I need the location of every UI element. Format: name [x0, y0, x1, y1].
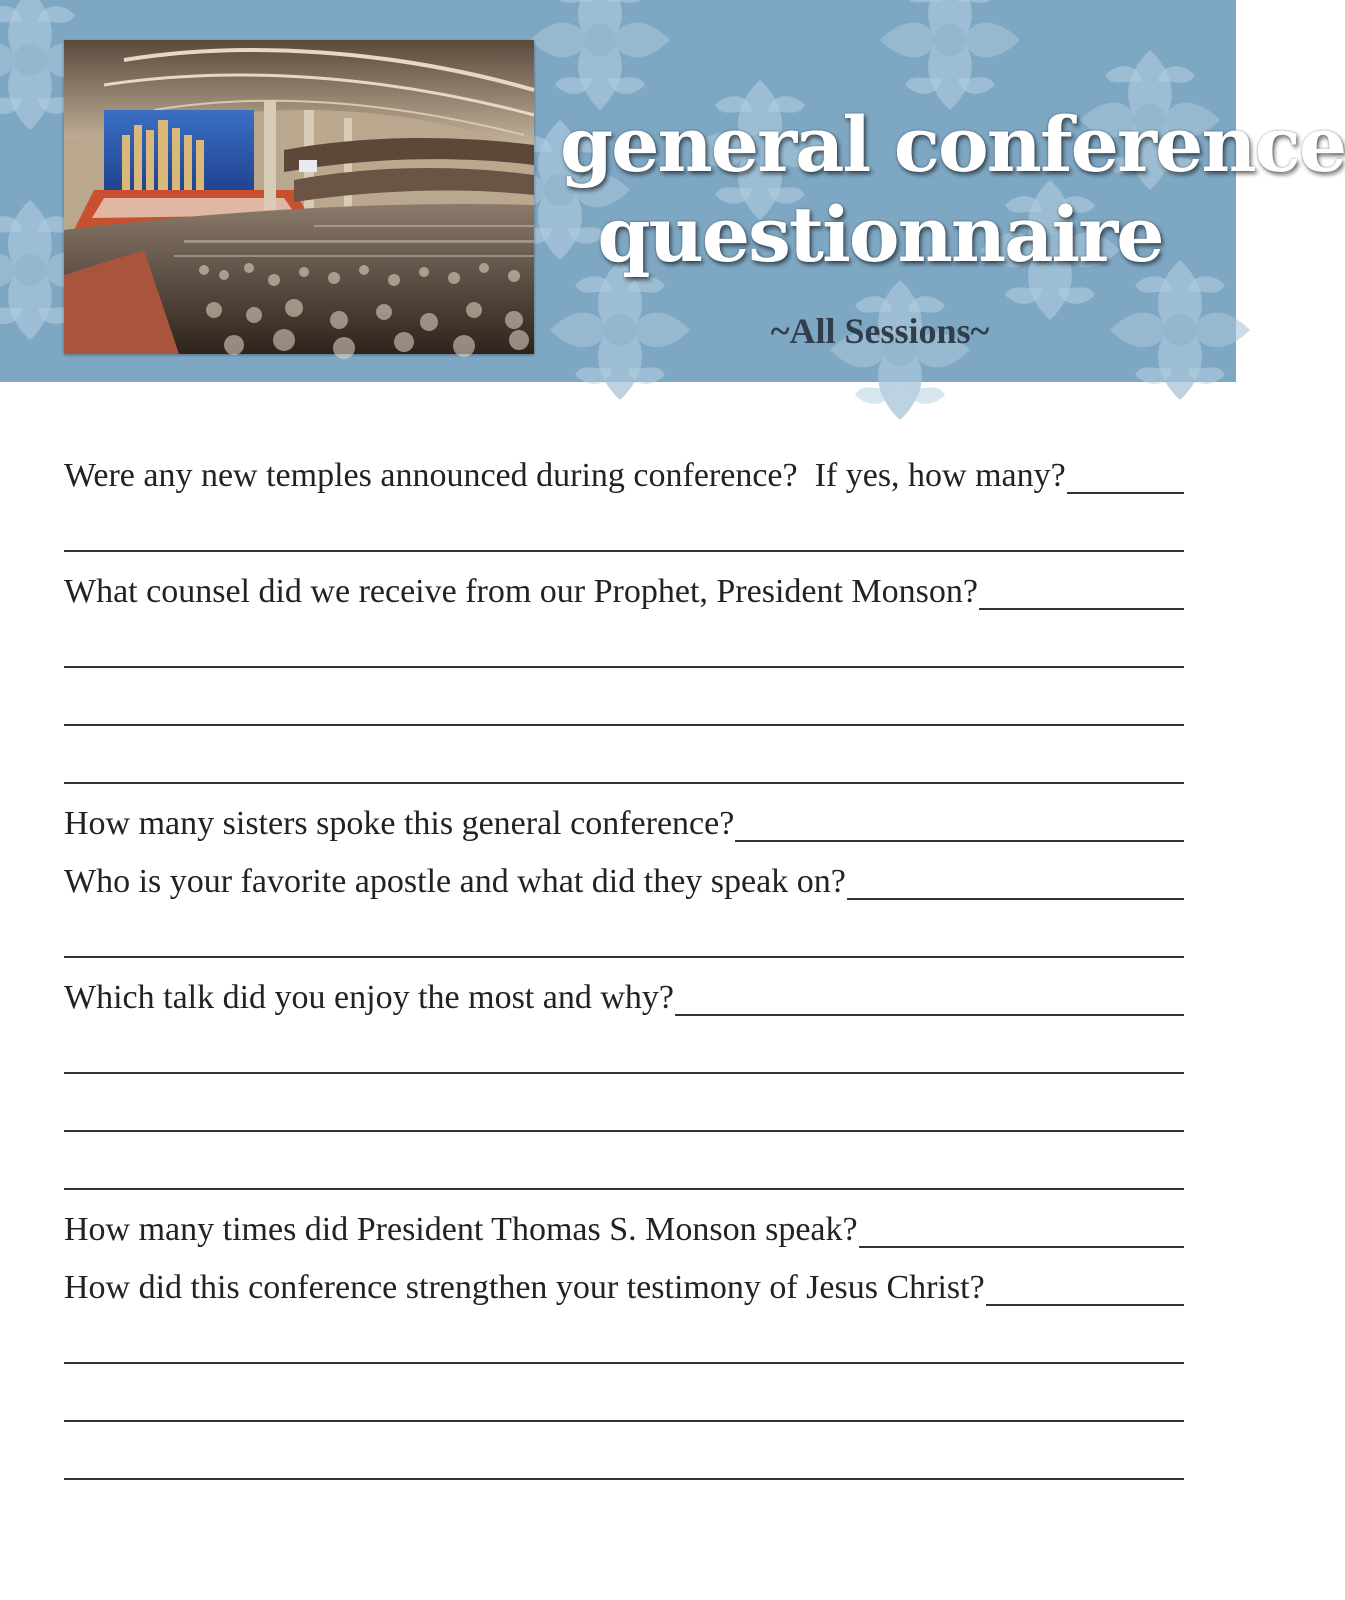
answer-line[interactable]	[64, 1188, 1184, 1190]
question-text: Were any new temples announced during conference? If yes, how many?	[64, 457, 1066, 494]
answer-line[interactable]	[64, 1362, 1184, 1364]
answer-blank[interactable]	[735, 840, 1184, 842]
question-prophet-counsel	[64, 566, 1184, 612]
question-text: How many times did President Thomas S. Monson speak?	[64, 1211, 858, 1248]
answer-line[interactable]	[64, 666, 1184, 668]
subtitle: ~All Sessions~	[770, 311, 990, 351]
question-text: Which talk did you enjoy the most and why?	[64, 979, 674, 1016]
header-banner	[0, 0, 1345, 382]
question-sisters	[64, 798, 1184, 844]
title-block	[560, 100, 1345, 280]
question-temples	[64, 450, 1184, 496]
answer-line[interactable]	[64, 550, 1184, 552]
answer-line[interactable]	[64, 1478, 1184, 1480]
answer-blank[interactable]	[859, 1246, 1184, 1248]
answer-blank[interactable]	[1067, 492, 1184, 494]
question-monson-times	[64, 1204, 1184, 1250]
answer-blank[interactable]	[847, 898, 1184, 900]
title-line-1: general conference	[560, 100, 1345, 189]
question-text: What counsel did we receive from our Prophet, President Monson?	[64, 573, 978, 610]
answer-line[interactable]	[64, 956, 1184, 958]
question-favorite-apostle	[64, 856, 1184, 902]
answer-line[interactable]	[64, 782, 1184, 784]
answer-line[interactable]	[64, 1072, 1184, 1074]
answer-line[interactable]	[64, 1420, 1184, 1422]
answer-line[interactable]	[64, 1130, 1184, 1132]
answer-line[interactable]	[64, 724, 1184, 726]
question-text: How many sisters spoke this general conference?	[64, 805, 735, 842]
answer-blank[interactable]	[986, 1304, 1184, 1306]
conference-hall-illustration	[64, 40, 534, 354]
question-text: How did this conference strengthen your testimony of Jesus Christ?	[64, 1269, 985, 1306]
answer-blank[interactable]	[675, 1014, 1184, 1016]
answer-blank[interactable]	[979, 608, 1184, 610]
question-favorite-talk	[64, 972, 1184, 1018]
question-text: Who is your favorite apostle and what did they speak on?	[64, 863, 846, 900]
conference-center-photo	[64, 40, 534, 354]
title-line-2: questionnaire	[597, 190, 1163, 279]
question-testimony	[64, 1262, 1184, 1308]
